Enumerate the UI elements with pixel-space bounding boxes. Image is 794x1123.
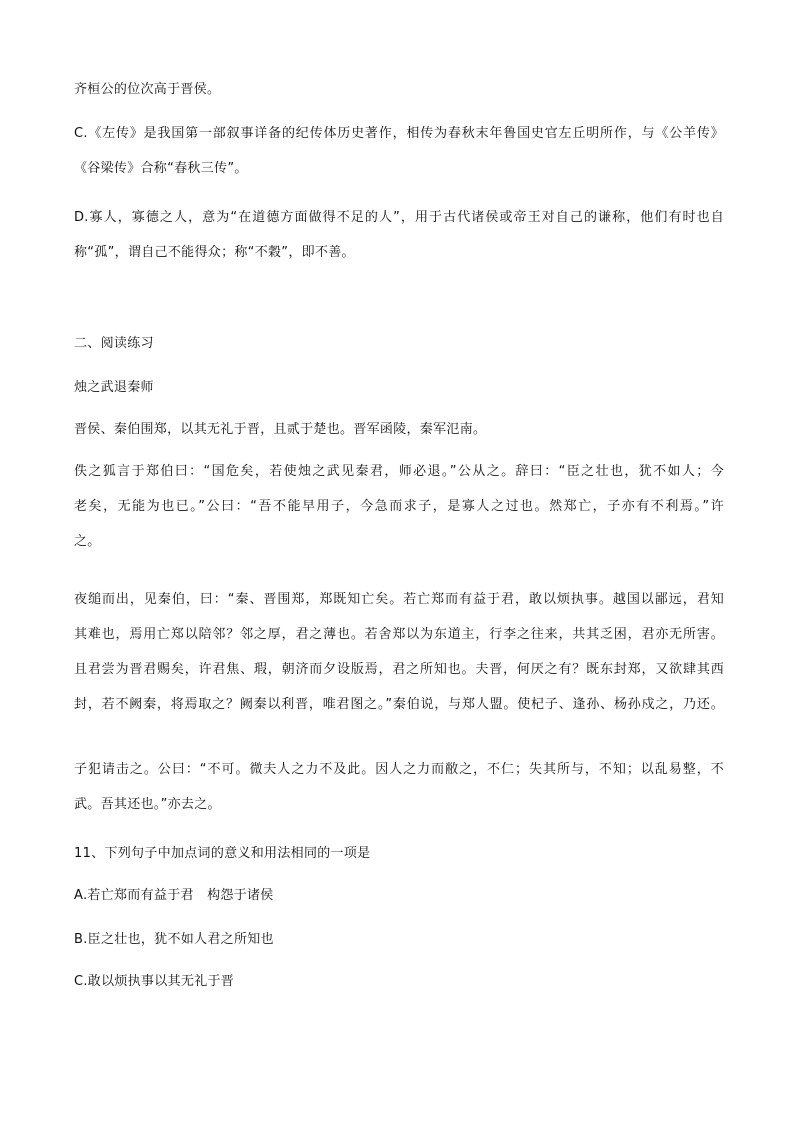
text-line: 佚之狐言于郑伯曰：“国危矣，若使烛之武见秦君，师必退。”公从之。辞曰：“臣之壮也，犹不如人；今: [74, 464, 724, 479]
option-a: [74, 878, 724, 913]
text-line: 子犯请击之。公曰：“不可。微夫人之力不及此。因人之力而敝之，不仁；失其所与，不知；以乱易整，不: [74, 762, 724, 777]
option-c: [74, 964, 724, 999]
text-line: 11、下列句子中加点词的意义和用法相同的一项是: [74, 846, 371, 861]
text-line: C.《左传》是我国第一部叙事详备的纪传体历史著作，相传为春秋末年鲁国史官左丘明所作，与《公羊传》: [74, 126, 724, 141]
text-line: 封，若不阙秦，将焉取之？阙秦以利晋，唯君图之。”秦伯说，与郑人盟。使杞子、逢孙、杨孙戍之，乃还。: [74, 697, 724, 712]
text-line: 夜缒而出，见秦伯，曰：“秦、晋围郑，郑既知亡矣。若亡郑而有益于君，敢以烦执事。越国以鄙远，君知: [74, 592, 724, 607]
passage-paragraph-1: [74, 412, 724, 447]
text-line: 烛之武退秦师: [74, 380, 154, 395]
text-line: 《谷梁传》合称“春秋三传”。: [74, 161, 248, 176]
text-line: 武。吾其还也。”亦去之。: [74, 797, 221, 812]
passage-paragraph-2: [74, 454, 724, 559]
text-line: 其难也，焉用亡郑以陪邻？邻之厚，君之薄也。若舍郑以为东道主，行李之往来，共其乏困，君亦无所害。: [74, 627, 724, 642]
passage-paragraph-3: [74, 582, 724, 722]
text-line: D.寡人，寡德之人，意为“在道德方面做得不足的人”，用于古代诸侯或帝王对自己的谦称，他们有时也自: [74, 210, 724, 225]
question-11: [74, 836, 724, 871]
passage-title: [74, 370, 724, 405]
option-d-paragraph: [74, 200, 724, 270]
option-b: [74, 922, 724, 957]
text-line: 二、阅读练习: [74, 336, 154, 351]
text-line: B.臣之壮也，犹不如人君之所知也: [74, 932, 274, 947]
text-line: A.若亡郑而有益于君 构怨于诸侯: [74, 888, 274, 903]
passage-paragraph-4: [74, 752, 724, 822]
text-line: C.敢以烦执事以其无礼于晋: [74, 974, 235, 989]
paragraph-continuation: [74, 72, 724, 107]
text-line: 晋侯、秦伯围郑，以其无礼于晋，且贰于楚也。晋军函陵，秦军氾南。: [74, 422, 487, 437]
option-c-paragraph: [74, 116, 724, 186]
text-line: 称“孤”，谓自己不能得众；称“不穀”，即不善。: [74, 245, 355, 260]
text-line: 齐桓公的位次高于晋侯。: [74, 82, 221, 97]
text-line: 且君尝为晋君赐矣，许君焦、瑕，朝济而夕设版焉，君之所知也。夫晋，何厌之有？既东封郑，又欲肆其西: [74, 662, 724, 677]
text-line: 老矣，无能为也已。”公曰：“吾不能早用子，今急而求子，是寡人之过也。然郑亡，子亦有不利焉。”许: [74, 499, 724, 514]
section-heading: [74, 326, 724, 361]
text-line: 之。: [74, 534, 101, 549]
